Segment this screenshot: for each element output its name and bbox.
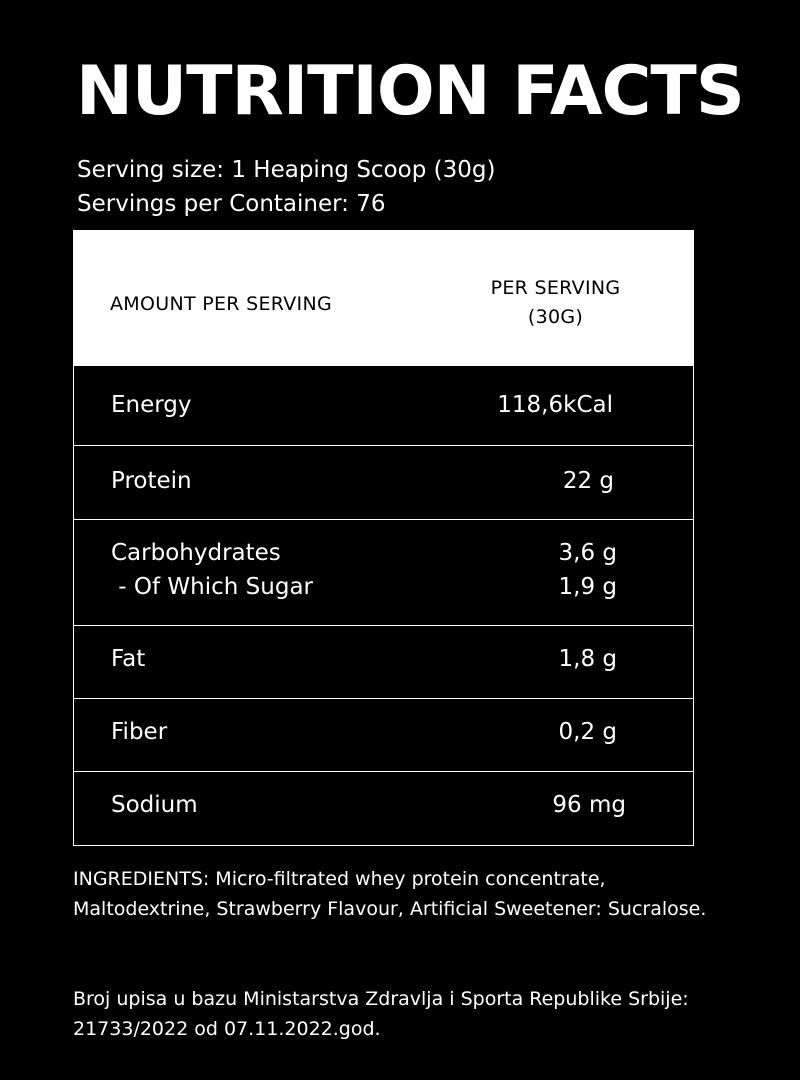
table-header <box>73 230 694 366</box>
header-per-serving-label: PER SERVING <box>490 277 621 299</box>
table-row-protein <box>73 446 694 520</box>
row-label <box>111 536 313 604</box>
carbohydrates-label: Carbohydrates <box>111 540 281 566</box>
row-value: 118,6kCal <box>497 392 613 418</box>
row-value: 22 g <box>562 468 614 494</box>
row-value <box>559 536 618 604</box>
servings-per-container: Servings per Container: 76 <box>77 191 386 217</box>
sugar-value: 1,9 g <box>558 574 617 600</box>
ingredients-text: INGREDIENTS: Micro-filtrated whey protein concentrate, Maltodextrine, Strawberry Flavour, Artificial Sweetener: Sucralose. <box>73 868 707 920</box>
sugar-label: - Of Which Sugar <box>111 574 314 600</box>
table-row-fiber <box>73 699 694 772</box>
row-label: Protein <box>111 468 192 494</box>
row-value: 0,2 g <box>558 719 617 745</box>
row-label: Sodium <box>111 792 198 818</box>
page-title: NUTRITION FACTS <box>76 52 744 131</box>
header-per-serving <box>468 274 643 332</box>
nutrition-table <box>73 230 694 846</box>
serving-info <box>77 153 495 221</box>
row-label: Energy <box>111 392 192 418</box>
carbohydrates-value: 3,6 g <box>558 540 617 566</box>
table-row-carbohydrates <box>73 520 694 626</box>
registration-text: Broj upisa u bazu Ministarstva Zdravlja i Sporta Republike Srbije: 21733/2022 od 07.11.2022.god. <box>73 988 689 1040</box>
table-row-energy <box>73 366 694 446</box>
header-per-serving-unit: (30G) <box>527 306 584 328</box>
serving-size: Serving size: 1 Heaping Scoop (30g) <box>77 157 496 183</box>
row-label: Fat <box>111 646 146 672</box>
header-amount-per-serving: AMOUNT PER SERVING <box>110 293 332 315</box>
row-label: Fiber <box>111 719 168 745</box>
table-row-fat <box>73 626 694 699</box>
table-row-sodium <box>73 772 694 846</box>
row-value: 1,8 g <box>558 646 617 672</box>
row-value: 96 mg <box>552 792 626 818</box>
